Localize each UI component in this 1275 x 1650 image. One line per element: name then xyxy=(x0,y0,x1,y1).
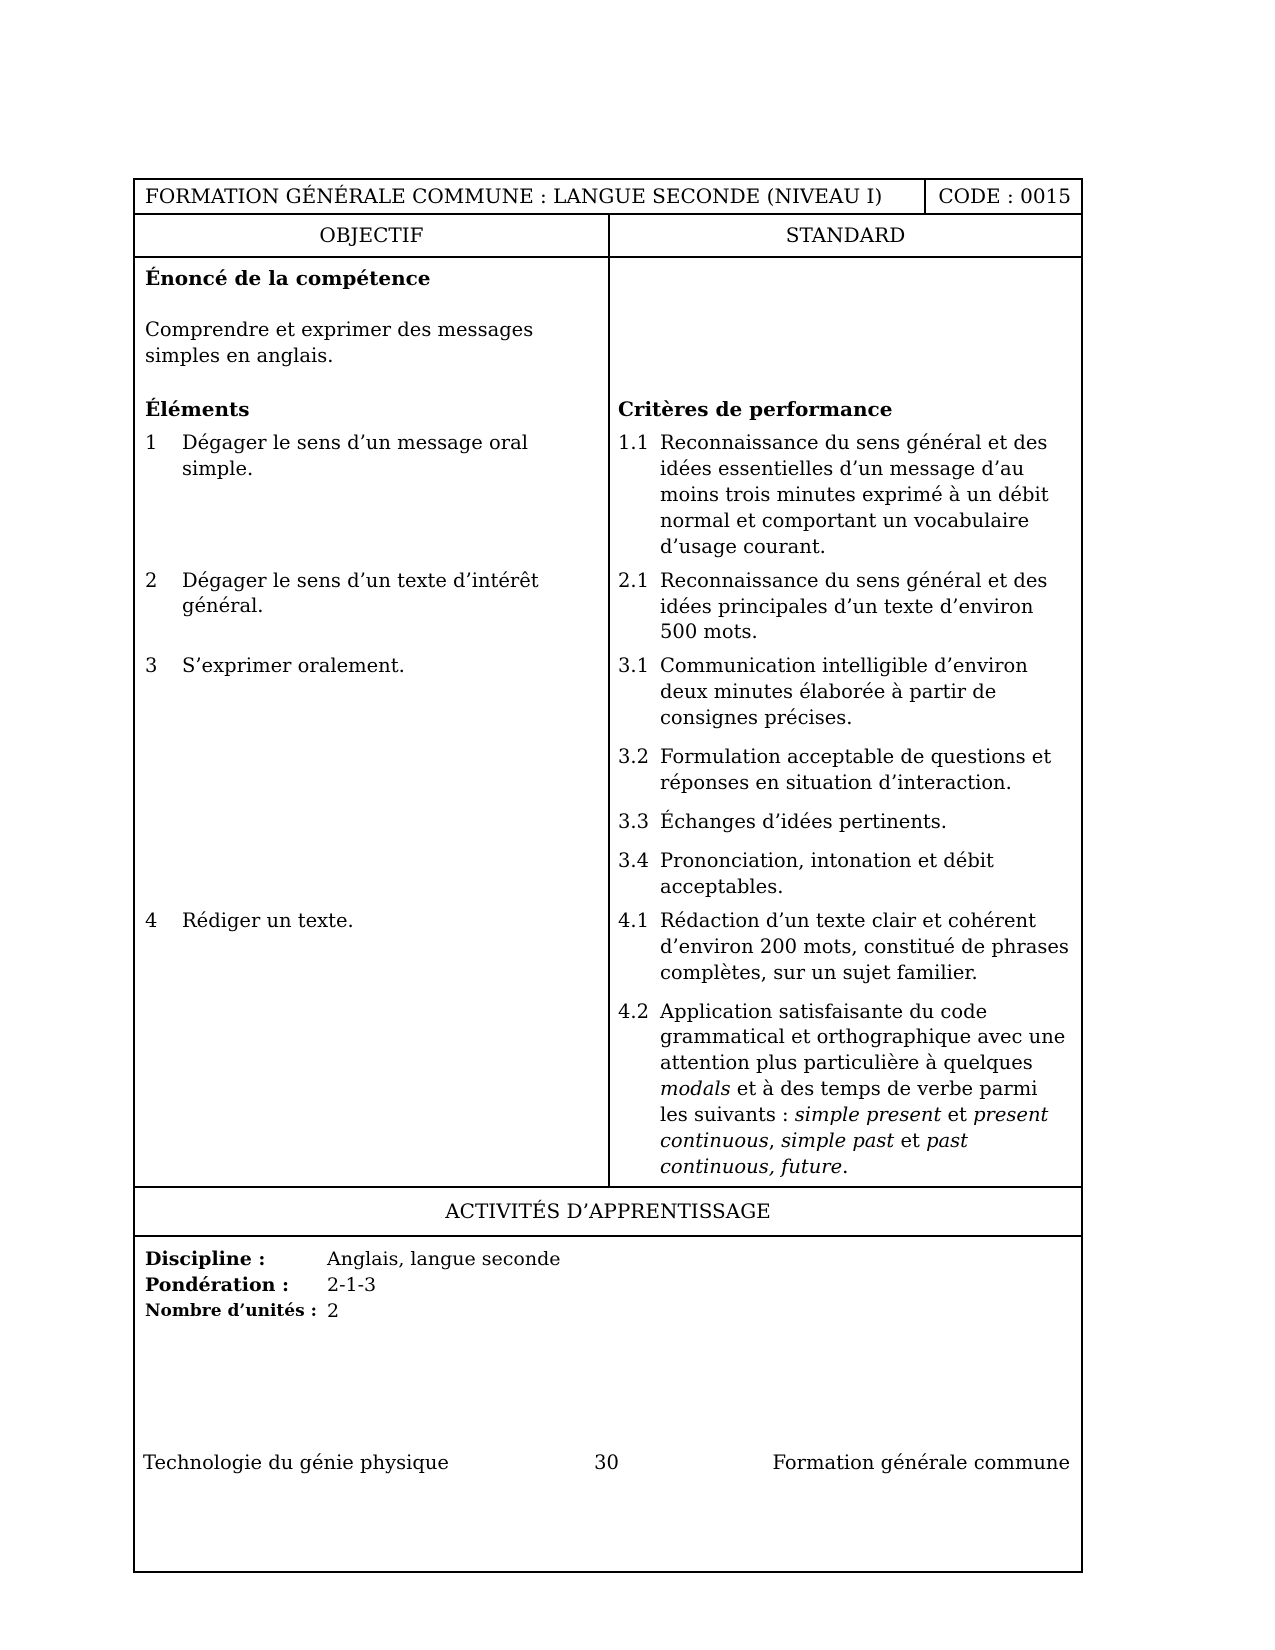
element-number: 3 xyxy=(145,654,158,678)
column-header-standard: STANDARD xyxy=(608,215,1081,256)
enonce-cell xyxy=(135,258,608,386)
criterion-number: 1.1 xyxy=(618,431,650,454)
column-headers-row xyxy=(135,215,1081,258)
criteres-heading-cell xyxy=(608,386,1081,428)
ponderation-line xyxy=(145,1272,1071,1298)
element-text: S’exprimer oralement. xyxy=(182,654,405,678)
criterion-text: Reconnaissance du sens général et des idées principales d’un texte d’environ 500 mots. xyxy=(660,568,1048,644)
course-title: FORMATION GÉNÉRALE COMMUNE : LANGUE SECONDE (NIVEAU I) xyxy=(145,184,883,208)
footer-page-number: 30 xyxy=(594,1451,619,1474)
criterion-item xyxy=(618,566,1071,646)
element-item xyxy=(145,566,598,619)
criterion-text: Application satisfaisante du code grammatical et orthographique avec une attention plus particulière à quelques modals et à des temps de verbe parmi les suivants : simple present et present continuous, simple past et past continuous, future. xyxy=(660,999,1066,1179)
criterion-text: Reconnaissance du sens général et des idées essentielles d’un message d’au moins trois minutes exprimé à un débit normal et comportant un vocabulaire d’usage courant. xyxy=(660,431,1049,558)
footer-left: Technologie du génie physique xyxy=(143,1451,449,1474)
criteria-cell-4 xyxy=(608,906,1081,1186)
course-table xyxy=(133,178,1083,1573)
unites-value: 2 xyxy=(327,1300,340,1323)
criterion-text: Échanges d’idées pertinents. xyxy=(660,809,947,833)
enonce-heading: Énoncé de la compétence xyxy=(145,266,431,290)
element-text: Dégager le sens d’un texte d’intérêt général. xyxy=(182,568,539,618)
ponderation-value: 2-1-3 xyxy=(327,1274,377,1297)
criteria-cell-2 xyxy=(608,566,1081,652)
criterion-text: Communication intelligible d’environ deux minutes élaborée à partir de consignes précises. xyxy=(660,654,1028,730)
criterion-number: 4.1 xyxy=(618,908,650,932)
element-cell-2 xyxy=(135,566,608,652)
unites-line xyxy=(145,1298,1071,1324)
criteres-heading: Critères de performance xyxy=(618,397,893,421)
criterion-item xyxy=(618,742,1071,796)
element-number: 1 xyxy=(145,431,158,454)
activities-details-cell xyxy=(135,1237,1081,1571)
element-item xyxy=(145,906,598,934)
element-cell-3 xyxy=(135,651,608,905)
criterion-text: Rédaction d’un texte clair et cohérent d’environ 200 mots, constitué de phrases complètes, sur un sujet familier. xyxy=(660,908,1069,984)
page-footer xyxy=(143,1451,1070,1474)
element-number: 4 xyxy=(145,908,158,932)
title-row xyxy=(135,180,1081,215)
criterion-item xyxy=(618,428,1071,560)
discipline-label: Discipline : xyxy=(145,1247,266,1270)
element-text: Rédiger un texte. xyxy=(182,908,354,932)
discipline-value: Anglais, langue seconde xyxy=(327,1247,561,1270)
standard-empty-cell xyxy=(608,258,1081,386)
element-item xyxy=(145,428,598,481)
criterion-number: 4.2 xyxy=(618,999,650,1023)
criteria-cell-1 xyxy=(608,428,1081,566)
criterion-text: Prononciation, intonation et débit acceptables. xyxy=(660,848,994,898)
criterion-item xyxy=(618,846,1071,900)
criterion-text: Formulation acceptable de questions et réponses en situation d’interaction. xyxy=(660,745,1052,795)
criterion-number: 3.1 xyxy=(618,654,650,678)
criterion-number: 3.4 xyxy=(618,848,650,872)
elements-heading-cell xyxy=(135,386,608,428)
criterion-item xyxy=(618,651,1071,731)
criterion-number: 2.1 xyxy=(618,568,650,592)
criterion-number: 3.2 xyxy=(618,745,650,769)
column-header-objectif: OBJECTIF xyxy=(319,223,424,247)
element-cell-1 xyxy=(135,428,608,566)
objectif-standard-body xyxy=(135,258,1081,1188)
unites-label: Nombre d’unités : xyxy=(145,1301,317,1322)
footer-right: Formation générale commune xyxy=(772,1451,1070,1474)
criterion-item xyxy=(618,807,1071,835)
activities-heading: ACTIVITÉS D’APPRENTISSAGE xyxy=(135,1188,1081,1237)
criterion-item xyxy=(618,906,1071,986)
discipline-line xyxy=(145,1246,1071,1272)
ponderation-label: Pondération : xyxy=(145,1274,290,1297)
course-code: CODE : 0015 xyxy=(924,180,1081,213)
element-item xyxy=(145,651,598,679)
elements-heading: Éléments xyxy=(145,397,250,421)
element-cell-4 xyxy=(135,906,608,1186)
criterion-number: 3.3 xyxy=(618,809,650,833)
criterion-item xyxy=(618,997,1071,1180)
element-number: 2 xyxy=(145,568,158,592)
enonce-text: Comprendre et exprimer des messages simples en anglais. xyxy=(145,318,534,367)
element-text: Dégager le sens d’un message oral simple. xyxy=(182,431,528,480)
criteria-cell-3 xyxy=(608,651,1081,905)
